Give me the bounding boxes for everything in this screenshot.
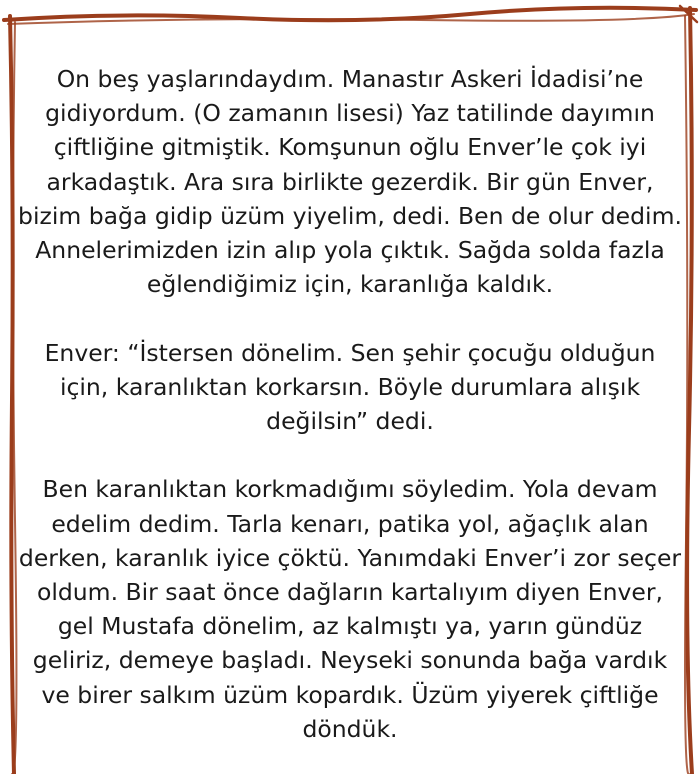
paragraph-gap [18, 438, 682, 472]
paragraph-3: Ben karanlıktan korkmadığımı söyledim. Yola devam edelim dedim. Tarla kenarı, patika yol, ağaçlık alan derken, karanlık iyice çöktü. Yanımdaki Enver’i zor seçer oldum. Bir saat önce dağların kartalıyım diyen Enver, gel Mustafa dönelim, az kalmıştı ya, yarın gündüz geliriz, demeye başladı. Neyseki sonunda bağa vardık ve birer salkım üzüm kopardık. Üzüm yiyerek çiftliğe döndük. [18, 475, 682, 743]
paragraph-2: Enver: “İstersen dönelim. Sen şehir çocuğu olduğun için, karanlıktan korkarsın. Böyle durumlara alışık değilsin” dedi. [44, 338, 656, 436]
paragraph-1: On beş yaşlarındaydım. Manastır Askeri İdadisi’ne gidiyordum. (O zamanın lisesi) Yaz tatilinde dayımın çiftliğine gitmiştik. Komşunun oğlu Enver’le çok iyi arkadaştık. Ara sıra birlikte gezerdik. Bir gün Enver, bizim bağa gidip üzüm yiyelim, dedi. Ben de olur dedim. Annelerimizden izin alıp yola çıktık. Sağda solda fazla eğlendiğimiz için, karanlığa kaldık. [18, 65, 682, 299]
paragraph-gap [18, 301, 682, 335]
story-text [18, 62, 682, 746]
